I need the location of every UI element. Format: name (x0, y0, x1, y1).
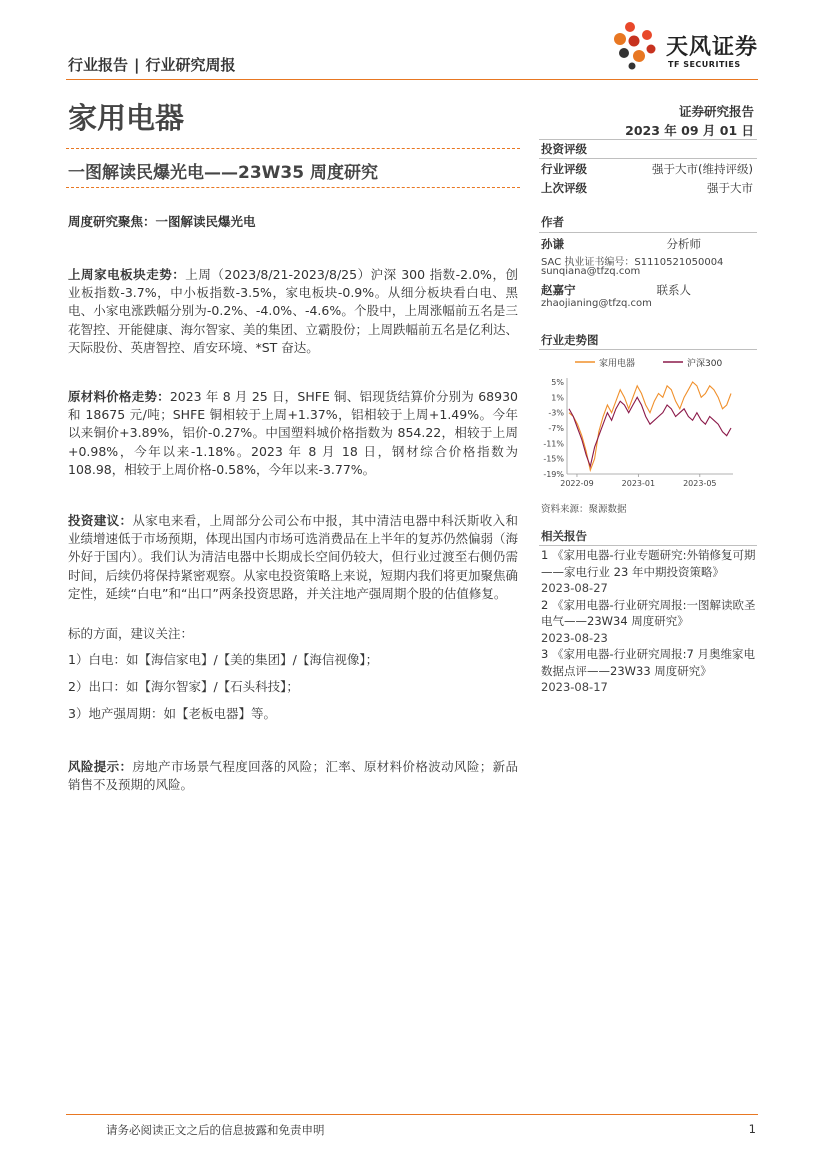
company-logo (612, 20, 762, 72)
x-tick-label: 2022-09 (560, 479, 594, 488)
author-2-name: 赵嘉宁 (541, 283, 576, 297)
y-tick-label: -15% (543, 454, 564, 464)
series-line-2 (569, 397, 731, 466)
prev-rating-label: 上次评级 (541, 181, 587, 195)
footer-divider (66, 1114, 758, 1115)
author-1-email[interactable]: sunqiana@tfzq.com (541, 266, 641, 277)
rating-heading: 投资评级 (541, 142, 587, 156)
legend-label-1: 家用电器 (599, 359, 636, 369)
materials-paragraph (68, 388, 518, 479)
tf-logo-icon (612, 20, 660, 70)
report-subcategory: 行业研究周报 (145, 56, 236, 74)
series-line-1 (569, 382, 731, 470)
advice-text: 从家电来看，上周部分公司公布中报，其中清洁电器中科沃斯收入和业绩增速低于市场预期，体现出国内市场可选消费品在上半年的复苏仍然偏弱（海外好于国内）。我们认为清洁电器中长期成长空间仍较大，但行业过渡至右侧仍需时间，后续仍将保持紧密观察。从家电投资策略上来说，短期内我们将更加聚焦确定性，延续“白电”和“出口”两条投资思路，并关注地产强周期个股的估值修复。 (68, 513, 519, 601)
trend-divider (539, 349, 757, 350)
authors-divider (539, 232, 757, 233)
risk-text: 房地产市场景气程度回落的风险；汇率、原材料价格波动风险；新品销售不及预期的风险。 (68, 759, 518, 793)
target-item-1: 1）白电：如【海信家电】/【美的集团】/【海信视像】； (68, 652, 379, 667)
risk-paragraph (68, 758, 518, 794)
related-report-2[interactable]: 2 《家用电器-行业研究周报:一图解读欧圣电气——23W34 周度研究》 (541, 597, 756, 628)
author-1-name: 孙谦 (541, 237, 564, 251)
related-report-3[interactable]: 3 《家用电器-行业研究周报:7 月奥维家电数据点评——23W33 周度研究》 (541, 647, 755, 678)
page-number: 1 (748, 1122, 756, 1136)
target-item-2: 2）出口：如【海尔智家】/【石头科技】； (68, 679, 299, 694)
advice-lead: 投资建议： (68, 513, 133, 528)
advice-paragraph (68, 512, 518, 603)
logo-subtitle: TF SECURITIES (668, 60, 741, 69)
footer-disclaimer: 请务必阅读正文之后的信息披露和免责申明 (106, 1123, 325, 1137)
author-1-row (541, 236, 701, 252)
industry-trend-chart (539, 352, 755, 492)
risk-lead: 风险提示： (68, 759, 133, 774)
target-item-3: 3）地产强周期：如【老板电器】等。 (68, 706, 276, 721)
trend-heading: 行业走势图 (541, 333, 599, 347)
targets-intro: 标的方面，建议关注： (68, 626, 194, 641)
materials-text: 2023 年 8 月 25 日，SHFE 铜、铝现货结算价分别为 68930 和 18675 元/吨；SHFE 铜相较于上周+1.37%，铝相较于上周+1.49%。今年以来铜价+3.89%，铝价-0.27%。中国塑料城价格指数为 854.22，相较于上周+0.98%，今年以来-1.18%。2023 年 8 月 18 日，钢材综合价格指数为 108.98，相较于上周价格-0.58%，今年以来-3.77%。 (68, 389, 518, 477)
related-report-2-date: 2023-08-23 (541, 630, 608, 645)
y-tick-label: -3% (548, 408, 564, 418)
report-title: 一图解读民爆光电——23W35 周度研究 (68, 163, 378, 183)
industry-rating-row (541, 161, 753, 177)
related-divider (539, 545, 757, 546)
y-tick-label: -19% (543, 470, 564, 479)
prev-rating-value: 强于大市 (707, 181, 753, 195)
y-tick-label: -11% (543, 439, 564, 449)
x-tick-label: 2023-05 (683, 479, 717, 488)
prev-rating-row (541, 180, 753, 196)
header-divider (66, 79, 758, 80)
author-2-row (541, 282, 691, 298)
y-tick-label: -7% (548, 424, 564, 433)
author-1-role: 分析师 (666, 237, 701, 251)
author-2-email[interactable]: zhaojianing@tfzq.com (541, 298, 652, 309)
report-type: 证券研究报告 (678, 104, 754, 119)
legend-label-2: 沪深300 (687, 359, 723, 369)
chart-source: 资料来源：聚源数据 (541, 504, 627, 515)
y-tick-label: 5% (551, 378, 564, 387)
sector-trend-paragraph (68, 266, 518, 357)
materials-lead: 原材料价格走势： (68, 389, 170, 404)
category-separator: | (134, 56, 140, 74)
industry-title: 家用电器 (68, 101, 185, 135)
related-report-3-date: 2023-08-17 (541, 680, 608, 694)
related-report-1-date: 2023-08-27 (541, 581, 608, 595)
report-category: 行业报告 (68, 56, 129, 74)
sidebar-top-line (539, 139, 757, 140)
related-report-1[interactable]: 1 《家用电器-行业专题研究:外销修复可期——家电行业 23 年中期投资策略》 (541, 548, 756, 579)
authors-heading: 作者 (541, 215, 564, 229)
sector-trend-text: 上周（2023/8/21-2023/8/25）沪深 300 指数-2.0%，创业板指数-3.7%，中小板指数-3.5%，家电板块-0.9%。从细分板块看白电、黑电、小家电涨跌幅分别为-0.2%、-4.0%、-4.6%。个股中，上周涨幅前五名是三花智控、开能健康、海尔智家、美的集团、立霸股份；上周跌幅前五名是亿利达、天际股份、英唐智控、盾安环境、*ST 奋达。 (68, 267, 519, 355)
related-reports-list (541, 547, 757, 696)
author-2-role: 联系人 (656, 283, 691, 297)
focus-heading: 周度研究聚焦：一图解读民爆光电 (68, 214, 256, 229)
related-heading: 相关报告 (541, 529, 587, 543)
rating-divider (539, 158, 757, 159)
x-tick-label: 2023-01 (621, 479, 656, 488)
y-tick-label: 1% (551, 393, 564, 403)
logo-name: 天风证券 (666, 35, 759, 60)
industry-rating-label: 行业评级 (541, 162, 587, 176)
title-top-divider (66, 148, 520, 149)
title-bottom-divider (66, 187, 520, 188)
report-category-bar (68, 54, 236, 75)
author-1-cert: SAC 执业证书编号：S1110521050004 (541, 257, 724, 268)
report-date: 2023 年 09 月 01 日 (625, 123, 754, 138)
industry-rating-value: 强于大市(维持评级) (652, 162, 753, 176)
sector-trend-lead: 上周家电板块走势： (68, 267, 186, 282)
